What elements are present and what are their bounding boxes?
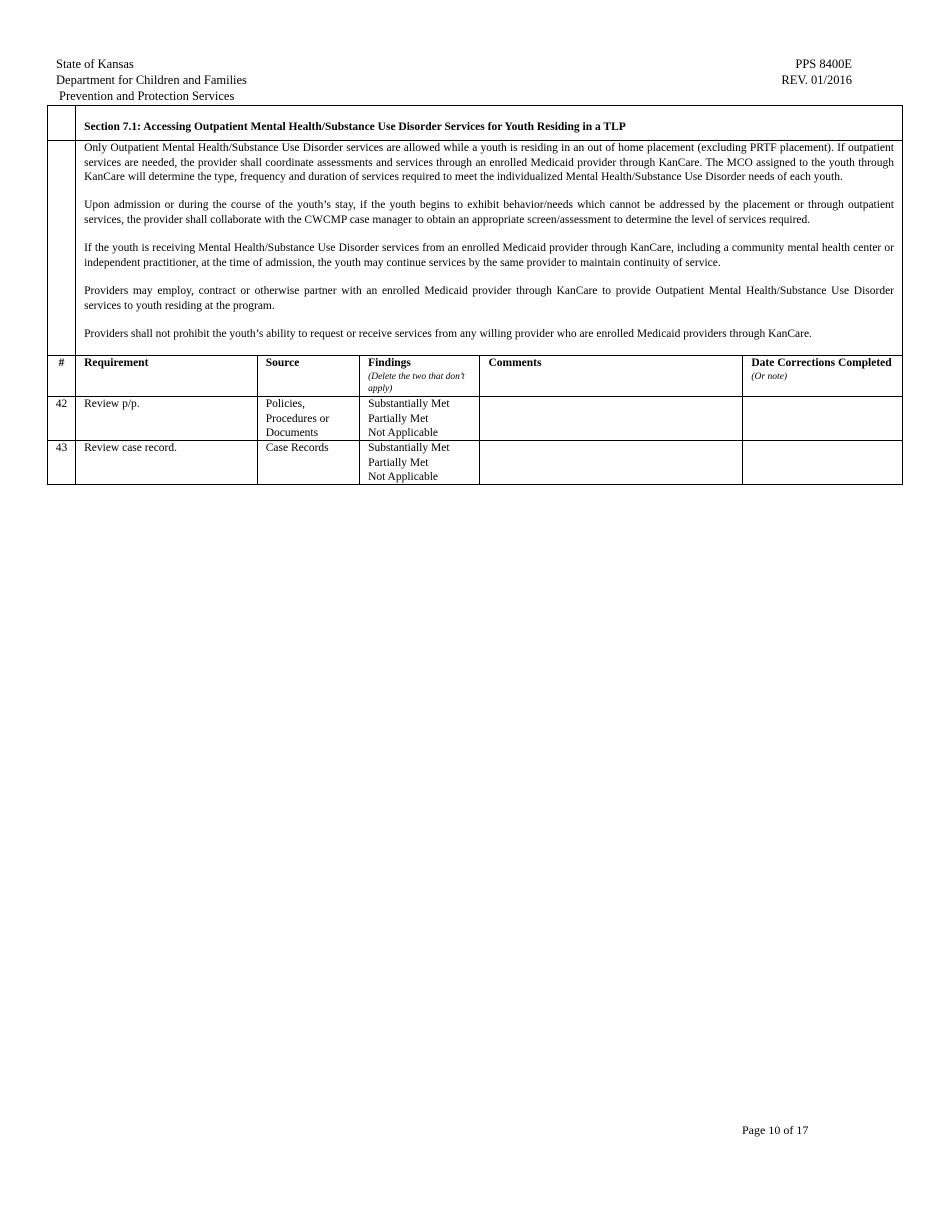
- row-comments[interactable]: [480, 441, 743, 485]
- section-label: Section 7.1: [84, 121, 138, 133]
- section-heading: : Accessing Outpatient Mental Health/Substance Use Disorder Services for Youth Residing in a TLP: [137, 121, 626, 133]
- row-requirement: Review case record.: [76, 441, 258, 485]
- finding-not-applicable[interactable]: Not Applicable: [368, 427, 439, 440]
- row-requirement: Review p/p.: [76, 397, 258, 441]
- review-table: [47, 105, 903, 485]
- finding-substantially-met[interactable]: Substantially Met: [368, 398, 450, 411]
- header-division: Prevention and Protection Services: [59, 89, 235, 103]
- section-paragraph: Providers shall not prohibit the youth’s ability to request or receive services from any willing provider who are enrolled Medicaid providers through KanCare.: [84, 328, 812, 341]
- header-date-note: (Or note): [751, 371, 787, 382]
- row-date[interactable]: [743, 441, 903, 485]
- section-paragraph: Providers may employ, contract or otherwise partner with an enrolled Medicaid provider through KanCare to provide Outpatient Mental Health/Substance Use Disorder services to youth residing at the program.: [84, 285, 894, 312]
- page-number: Page 10 of 17: [742, 1123, 809, 1137]
- header-findings-note: (Delete the two that don’t apply): [368, 371, 465, 394]
- section-paragraph: Only Outpatient Mental Health/Substance Use Disorder services are allowed while a youth is residing in an out of home placement (excluding PRTF placement). If outpatient services are needed, the provider shall coordinate assessments and services through an enrolled Medicaid provider through KanCare. The MCO assigned to the youth through KanCare will determine the type, frequency and duration of services required to meet the individualized Mental Health/Substance Use Disorder needs of each youth.: [84, 142, 894, 183]
- row-findings[interactable]: [360, 441, 480, 485]
- section-title-row: [48, 106, 903, 141]
- section-paragraph: If the youth is receiving Mental Health/Substance Use Disorder services from an enrolled Medicaid provider through KanCare, including a community mental health center or independent practitioner, at the time of admission, the youth may continue services by the same provider to maintain continuity of service.: [84, 242, 894, 269]
- header-source: Source: [257, 356, 359, 397]
- section-body-row: [48, 141, 903, 356]
- finding-partially-met[interactable]: Partially Met: [368, 412, 429, 425]
- table-header-row: [48, 356, 903, 397]
- section-title: [76, 106, 903, 141]
- row-findings[interactable]: [360, 397, 480, 441]
- row-date[interactable]: [743, 397, 903, 441]
- header-findings-label: Findings: [368, 357, 411, 370]
- header-date-label: Date Corrections Completed: [751, 357, 892, 370]
- header-date: [743, 356, 903, 397]
- header-department: Department for Children and Families: [56, 73, 247, 87]
- section-paragraph: Upon admission or during the course of the youth’s stay, if the youth begins to exhibit behavior/needs which cannot be addressed by the placement or through outpatient services, the provider shall collaborate with the CWCMP case manager to obtain an appropriate screen/assessment to determine the level of services required.: [84, 199, 894, 226]
- header-revision: REV. 01/2016: [781, 73, 852, 87]
- header-form-info: [772, 56, 852, 88]
- finding-substantially-met[interactable]: Substantially Met: [368, 442, 450, 455]
- finding-partially-met[interactable]: Partially Met: [368, 456, 429, 469]
- row-num: 42: [48, 397, 76, 441]
- header-state: State of Kansas: [56, 57, 134, 71]
- row-source: Policies, Procedures or Documents: [257, 397, 359, 441]
- header-comments: Comments: [480, 356, 743, 397]
- header-num: #: [48, 356, 76, 397]
- table-row: [48, 397, 903, 441]
- section-body: [76, 141, 903, 356]
- header-requirement: Requirement: [76, 356, 258, 397]
- finding-not-applicable[interactable]: Not Applicable: [368, 471, 439, 484]
- row-num: 43: [48, 441, 76, 485]
- table-row: [48, 441, 903, 485]
- header-form-number: PPS 8400E: [795, 57, 852, 71]
- header-findings: [360, 356, 480, 397]
- row-comments[interactable]: [480, 397, 743, 441]
- header-agency: [56, 56, 247, 104]
- row-source: Case Records: [257, 441, 359, 485]
